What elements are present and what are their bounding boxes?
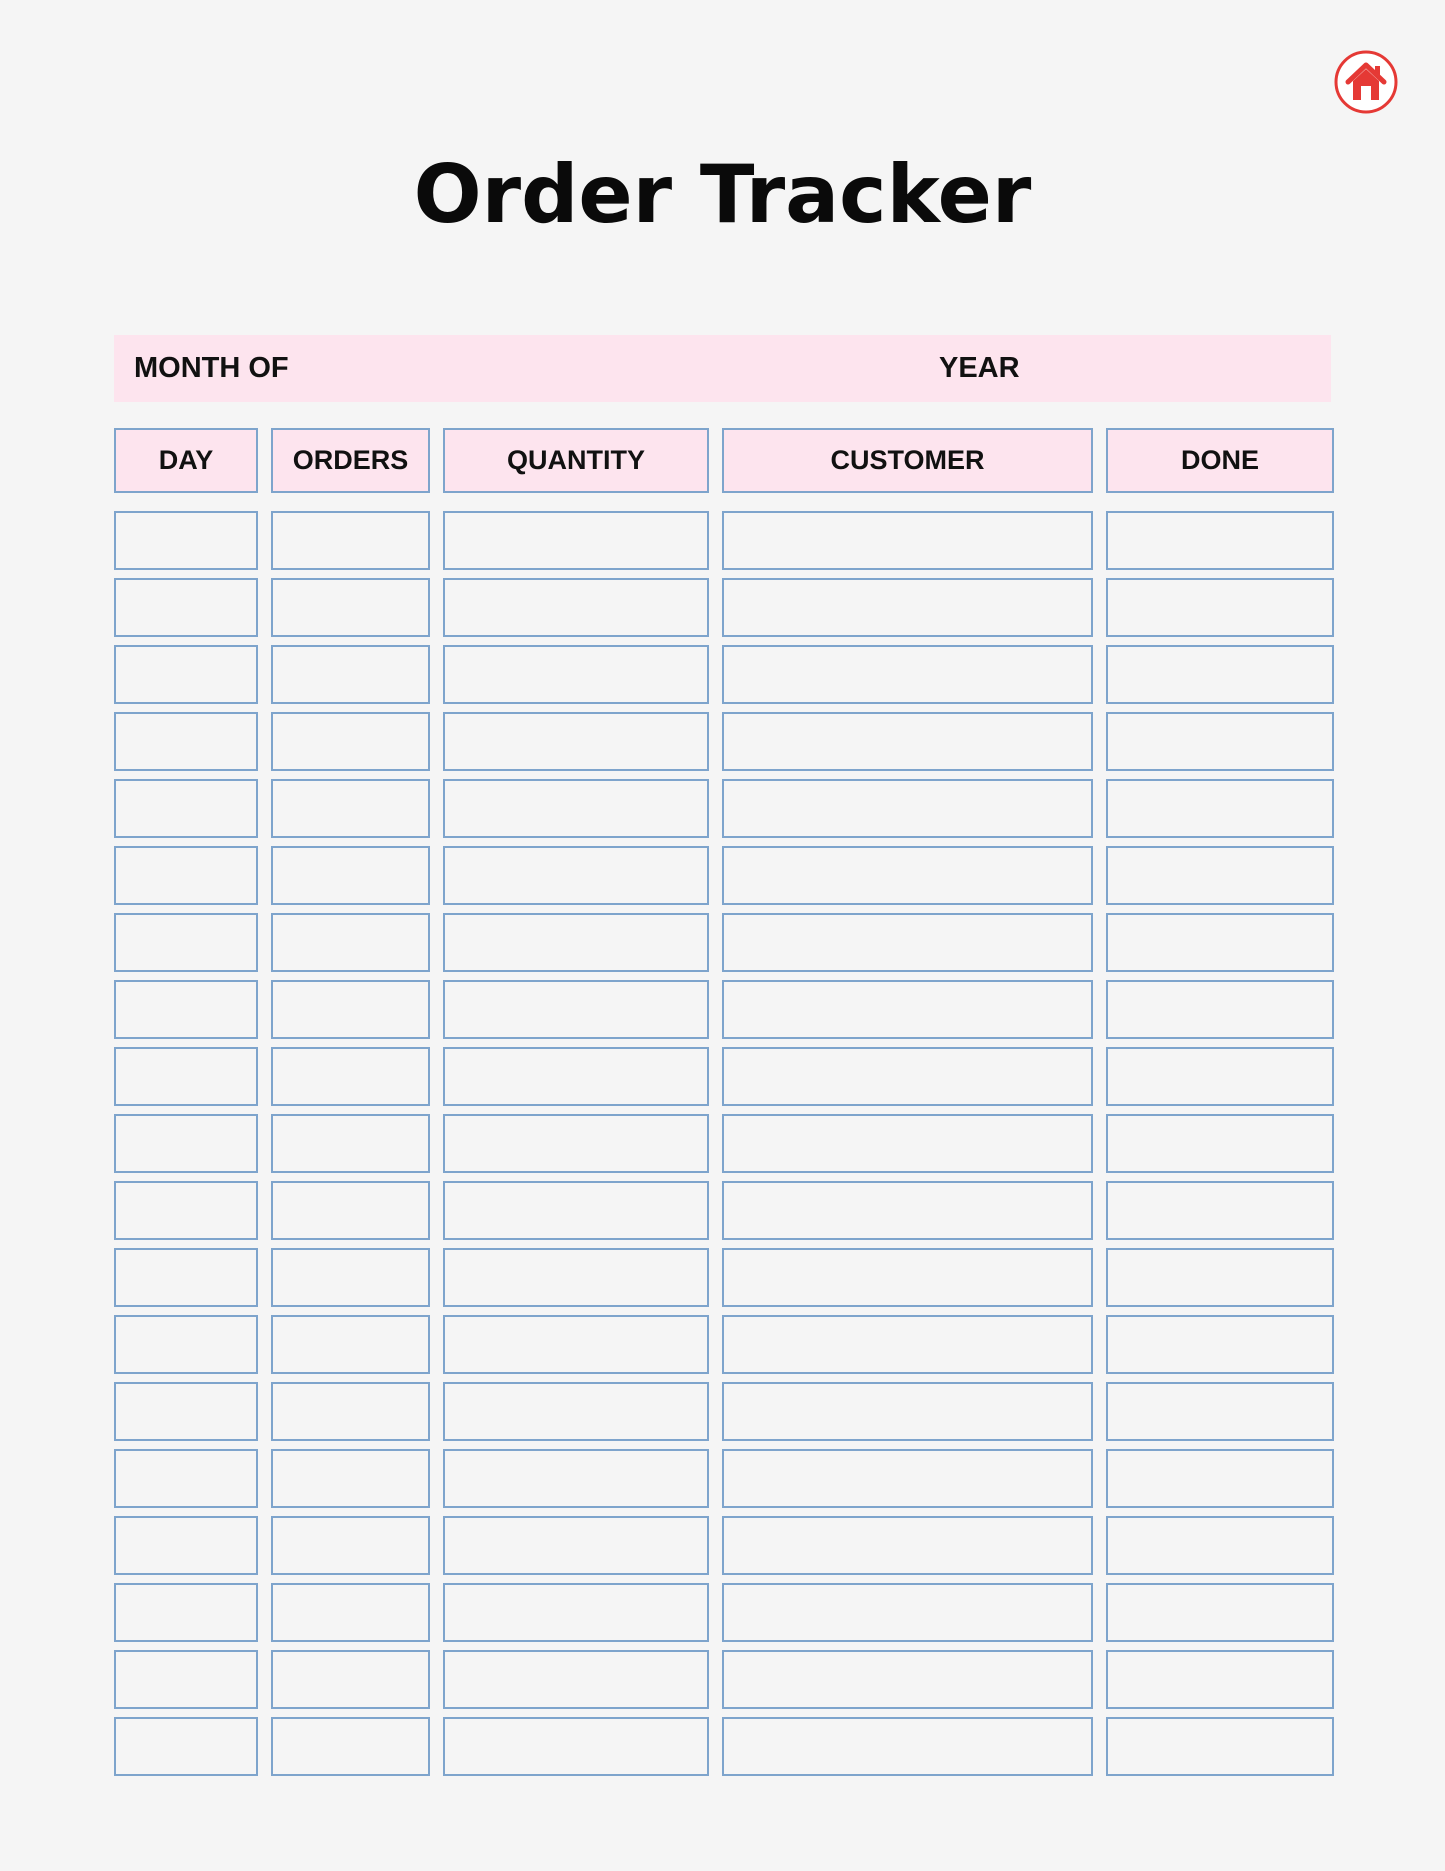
table-cell-customer[interactable] [722,1583,1093,1642]
table-cell-quantity[interactable] [443,1382,709,1441]
table-cell-customer[interactable] [722,1449,1093,1508]
table-header [114,428,1332,493]
table-cell-day[interactable] [114,1315,258,1374]
table-body [114,511,1332,1776]
column-header-done: DONE [1106,428,1334,493]
table-cell-done[interactable] [1106,578,1334,637]
table-cell-orders[interactable] [271,779,430,838]
table-cell-customer[interactable] [722,913,1093,972]
table-cell-done[interactable] [1106,1583,1334,1642]
table-cell-quantity[interactable] [443,1583,709,1642]
table-cell-day[interactable] [114,779,258,838]
column-header-customer: CUSTOMER [722,428,1093,493]
table-cell-day[interactable] [114,1650,258,1709]
table-cell-day[interactable] [114,1047,258,1106]
table-cell-customer[interactable] [722,1315,1093,1374]
table-cell-quantity[interactable] [443,1248,709,1307]
table-cell-done[interactable] [1106,1650,1334,1709]
table-cell-day[interactable] [114,1114,258,1173]
table-cell-quantity[interactable] [443,1650,709,1709]
table-cell-customer[interactable] [722,1181,1093,1240]
table-cell-customer[interactable] [722,1717,1093,1776]
table-cell-customer[interactable] [722,846,1093,905]
table-cell-quantity[interactable] [443,1315,709,1374]
column-header-day: DAY [114,428,258,493]
table-cell-orders[interactable] [271,913,430,972]
table-cell-day[interactable] [114,1382,258,1441]
table-cell-quantity[interactable] [443,980,709,1039]
table-cell-customer[interactable] [722,1114,1093,1173]
table-cell-orders[interactable] [271,1650,430,1709]
table-cell-customer[interactable] [722,1650,1093,1709]
table-cell-customer[interactable] [722,712,1093,771]
table-cell-orders[interactable] [271,1114,430,1173]
table-cell-orders[interactable] [271,578,430,637]
table-cell-day[interactable] [114,645,258,704]
column-header-orders: ORDERS [271,428,430,493]
table-cell-day[interactable] [114,1248,258,1307]
table-cell-customer[interactable] [722,1382,1093,1441]
table-cell-quantity[interactable] [443,1114,709,1173]
table-cell-done[interactable] [1106,645,1334,704]
table-cell-orders[interactable] [271,1449,430,1508]
table-cell-orders[interactable] [271,1181,430,1240]
table-cell-customer[interactable] [722,1047,1093,1106]
table-cell-day[interactable] [114,913,258,972]
table-cell-done[interactable] [1106,913,1334,972]
table-cell-quantity[interactable] [443,712,709,771]
table-cell-done[interactable] [1106,712,1334,771]
table-cell-done[interactable] [1106,1114,1334,1173]
table-cell-day[interactable] [114,511,258,570]
table-cell-quantity[interactable] [443,645,709,704]
table-cell-day[interactable] [114,1717,258,1776]
table-cell-done[interactable] [1106,1181,1334,1240]
table-cell-day[interactable] [114,980,258,1039]
table-cell-day[interactable] [114,1516,258,1575]
table-cell-done[interactable] [1106,1717,1334,1776]
table-cell-orders[interactable] [271,1315,430,1374]
year-label: YEAR [939,352,1020,384]
table-cell-day[interactable] [114,578,258,637]
table-cell-quantity[interactable] [443,511,709,570]
table-cell-orders[interactable] [271,1583,430,1642]
table-cell-done[interactable] [1106,779,1334,838]
table-cell-quantity[interactable] [443,1717,709,1776]
table-cell-orders[interactable] [271,1717,430,1776]
table-cell-done[interactable] [1106,1382,1334,1441]
table-cell-orders[interactable] [271,1047,430,1106]
table-cell-customer[interactable] [722,645,1093,704]
table-cell-done[interactable] [1106,511,1334,570]
table-cell-done[interactable] [1106,1315,1334,1374]
table-cell-day[interactable] [114,1449,258,1508]
table-cell-done[interactable] [1106,846,1334,905]
table-cell-quantity[interactable] [443,1047,709,1106]
table-cell-day[interactable] [114,1181,258,1240]
table-cell-day[interactable] [114,1583,258,1642]
table-cell-day[interactable] [114,846,258,905]
column-header-quantity: QUANTITY [443,428,709,493]
table-cell-customer[interactable] [722,980,1093,1039]
table-cell-done[interactable] [1106,1248,1334,1307]
table-cell-done[interactable] [1106,980,1334,1039]
table-cell-customer[interactable] [722,511,1093,570]
table-cell-quantity[interactable] [443,779,709,838]
table-cell-done[interactable] [1106,1047,1334,1106]
table-cell-day[interactable] [114,712,258,771]
table-cell-orders[interactable] [271,1382,430,1441]
table-cell-orders[interactable] [271,846,430,905]
month-year-bar [114,335,1331,402]
table-cell-orders[interactable] [271,712,430,771]
home-icon[interactable] [1334,50,1398,114]
table-cell-customer[interactable] [722,779,1093,838]
table-cell-orders[interactable] [271,1516,430,1575]
table-cell-customer[interactable] [722,578,1093,637]
table-cell-orders[interactable] [271,980,430,1039]
table-cell-quantity[interactable] [443,578,709,637]
table-cell-quantity[interactable] [443,913,709,972]
table-cell-done[interactable] [1106,1449,1334,1508]
table-cell-done[interactable] [1106,1516,1334,1575]
table-cell-orders[interactable] [271,511,430,570]
table-cell-quantity[interactable] [443,1449,709,1508]
table-cell-quantity[interactable] [443,1181,709,1240]
month-of-label: MONTH OF [134,352,289,384]
table-cell-customer[interactable] [722,1248,1093,1307]
table-cell-orders[interactable] [271,645,430,704]
table-cell-quantity[interactable] [443,846,709,905]
table-cell-orders[interactable] [271,1248,430,1307]
page-title: Order Tracker [413,148,1032,241]
table-cell-quantity[interactable] [443,1516,709,1575]
table-cell-customer[interactable] [722,1516,1093,1575]
